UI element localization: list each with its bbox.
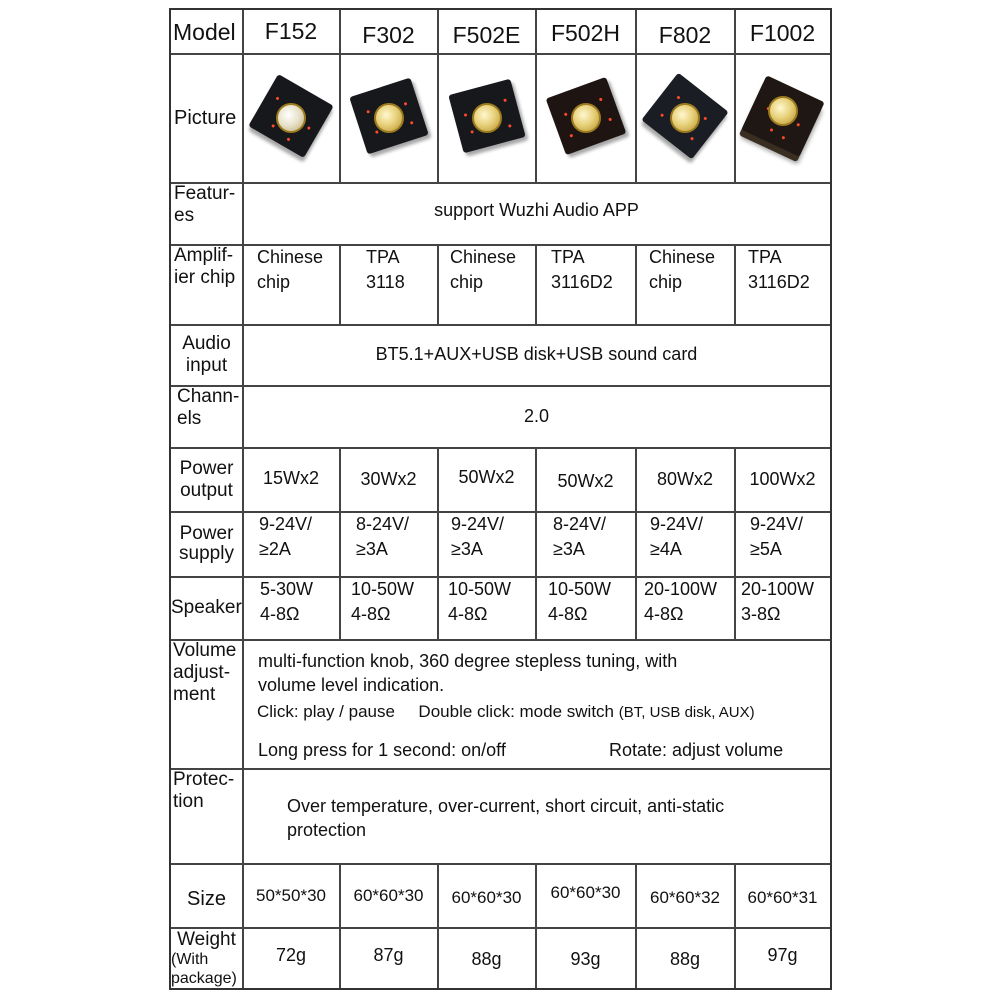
power-output-f152: 15Wx2: [262, 467, 320, 488]
supply-line: 9-24V/: [451, 514, 505, 534]
label-line: adjust-: [173, 662, 231, 683]
speaker-line: 20-100W: [644, 579, 718, 599]
amplifier-board-icon: [743, 78, 823, 158]
speaker-line: 3-8Ω: [741, 604, 781, 624]
speaker-line: 4-8Ω: [548, 604, 588, 624]
amplifier-board-icon: [251, 78, 331, 158]
chip-line: 3116D2: [748, 272, 810, 292]
power-output-f502h: 50Wx2: [557, 470, 614, 491]
chip-line: chip: [649, 272, 683, 292]
speaker-line: 4-8Ω: [448, 604, 488, 624]
row-label-size: Size: [187, 887, 226, 910]
weight-f1002: 97g: [767, 944, 798, 965]
size-f1002: 60*60*31: [747, 887, 818, 907]
model-header-f502e: F502E: [452, 22, 521, 48]
double-click-action: Double click: mode switch: [418, 702, 614, 721]
amp-chip-f802: [636, 245, 734, 317]
row-label-model: Model: [173, 18, 236, 45]
label-line: package): [171, 970, 237, 987]
amp-chip-f502e: [438, 245, 535, 325]
speaker-line: 5-30W: [260, 579, 314, 599]
model-header-f302: F302: [362, 22, 415, 48]
spec-comparison-table: [169, 8, 832, 990]
supply-line: ≥4A: [650, 539, 682, 559]
product-image-f502e: [438, 54, 535, 182]
chip-line: Chinese: [450, 247, 517, 267]
power-supply-f1002: [735, 512, 830, 576]
volume-click-line: [257, 701, 828, 724]
power-output-f302: 30Wx2: [360, 469, 417, 489]
size-f802: 60*60*32: [650, 887, 720, 907]
volume-line-2: volume level indication.: [258, 675, 445, 695]
weight-f502h: 93g: [570, 948, 601, 969]
mode-list: (BT, USB disk, AUX): [618, 704, 755, 721]
amp-chip-f502h: [536, 245, 635, 325]
weight-f302: 87g: [373, 944, 404, 965]
product-image-f1002: [735, 54, 830, 182]
amp-chip-f152: [243, 245, 339, 317]
label-line: Featur-: [174, 183, 236, 204]
model-header-f1002: F1002: [749, 20, 816, 46]
protection-value: [243, 769, 830, 863]
chip-line: TPA: [366, 247, 400, 267]
weight-f152: 72g: [275, 944, 307, 965]
row-label-protection: [171, 769, 242, 863]
label-line: ment: [173, 684, 216, 705]
supply-line: 8-24V/: [356, 514, 410, 534]
speaker-line: 10-50W: [351, 579, 415, 599]
size-f302: 60*60*30: [353, 886, 424, 905]
label-line: Power: [179, 523, 234, 544]
row-label-picture: Picture: [174, 107, 237, 129]
volume-adjustment-value: [243, 640, 830, 768]
supply-line: 9-24V/: [750, 514, 804, 534]
power-supply-f152: [243, 512, 339, 576]
label-line: output: [180, 479, 233, 501]
power-supply-f502e: [438, 512, 535, 576]
supply-line: ≥5A: [750, 539, 782, 559]
label-line: tion: [173, 791, 204, 812]
amplifier-board-icon: [349, 78, 429, 158]
power-output-f502e: 50Wx2: [458, 466, 515, 487]
row-label-features: [171, 183, 242, 244]
speaker-line: 20-100W: [741, 579, 815, 599]
size-f502e: 60*60*30: [451, 887, 522, 907]
speaker-line: 10-50W: [448, 579, 512, 599]
channels-value: 2.0: [523, 406, 550, 426]
label-line: Chann-: [177, 386, 240, 407]
speaker-f802: [636, 577, 734, 639]
label-line: Amplif-: [174, 245, 234, 266]
protection-line-1: Over temperature, over-current, short circuit, anti-static: [287, 796, 725, 816]
model-header-f802: F802: [658, 22, 712, 48]
chip-line: 3118: [366, 272, 405, 292]
power-supply-f502h: [536, 512, 635, 576]
chip-line: Chinese: [257, 247, 324, 267]
speaker-f502e: [438, 577, 535, 639]
row-label-power-output: [171, 448, 242, 511]
supply-line: ≥3A: [451, 539, 483, 559]
supply-line: ≥2A: [259, 539, 291, 559]
speaker-line: 10-50W: [548, 579, 612, 599]
volume-press-line: [258, 739, 828, 761]
volume-line-1: multi-function knob, 360 degree stepless tuning, with: [258, 651, 678, 671]
row-label-volume-adjustment: [171, 640, 242, 768]
row-label-power-supply: [171, 512, 242, 576]
label-line: ier chip: [174, 267, 236, 288]
chip-line: TPA: [748, 247, 782, 267]
weight-f502e: 88g: [471, 948, 502, 969]
click-action: Click: play / pause: [257, 702, 395, 721]
chip-line: 3116D2: [551, 272, 613, 292]
protection-line-2: protection: [287, 820, 367, 840]
supply-line: 9-24V/: [650, 514, 704, 534]
supply-line: ≥3A: [356, 539, 388, 559]
chip-line: TPA: [551, 247, 585, 267]
label-line: input: [185, 355, 228, 376]
speaker-f502h: [536, 577, 635, 639]
row-label-weight: [171, 928, 242, 990]
row-label-channels: [171, 386, 242, 447]
speaker-f1002: [735, 577, 830, 639]
label-line: Volume: [173, 640, 237, 661]
model-header-f152: F152: [264, 18, 318, 44]
power-output-f1002: 100Wx2: [749, 469, 816, 489]
row-label-audio-input: [171, 325, 242, 385]
amplifier-board-icon: [645, 78, 725, 158]
speaker-line: 4-8Ω: [644, 604, 684, 624]
label-line: Power: [179, 457, 234, 479]
long-press-action: Long press for 1 second: on/off: [258, 740, 506, 760]
power-supply-f802: [636, 512, 734, 576]
amplifier-board-icon: [546, 78, 626, 158]
label-line: els: [177, 408, 202, 429]
supply-line: ≥3A: [553, 539, 585, 559]
weight-f802: 88g: [669, 948, 701, 969]
features-value: support Wuzhi Audio APP: [434, 200, 639, 220]
label-line: Audio: [182, 333, 231, 354]
label-line: (With: [171, 951, 209, 968]
label-line: Protec-: [173, 769, 235, 790]
chip-line: chip: [450, 272, 484, 292]
power-supply-f302: [340, 512, 437, 576]
size-f502h: 60*60*30: [550, 883, 621, 902]
amplifier-board-icon: [447, 78, 527, 158]
model-header-f502h: F502H: [550, 20, 621, 46]
product-image-f802: [636, 54, 734, 182]
power-output-f802: 80Wx2: [656, 469, 714, 489]
rotate-action: Rotate: adjust volume: [609, 740, 784, 760]
label-line: supply: [179, 543, 234, 564]
product-image-f502h: [536, 54, 635, 182]
audio-input-value: BT5.1+AUX+USB disk+USB sound card: [375, 343, 698, 364]
supply-line: 9-24V/: [259, 514, 313, 534]
speaker-f302: [340, 577, 437, 639]
size-f152: 50*50*30: [256, 886, 326, 905]
supply-line: 8-24V/: [553, 514, 607, 534]
label-line: Weight: [177, 929, 236, 950]
row-label-amplifier-chip: [171, 245, 242, 324]
amp-chip-f1002: [735, 245, 830, 325]
speaker-line: 4-8Ω: [260, 604, 300, 624]
speaker-line: 4-8Ω: [351, 604, 391, 624]
speaker-f152: [243, 577, 339, 639]
row-label-speaker: Speaker: [171, 597, 242, 618]
product-image-f302: [340, 54, 437, 182]
label-line: es: [174, 205, 195, 226]
chip-line: chip: [257, 272, 291, 292]
product-image-f152: [243, 54, 339, 182]
amp-chip-f302: [340, 245, 437, 323]
chip-line: Chinese: [649, 247, 716, 267]
